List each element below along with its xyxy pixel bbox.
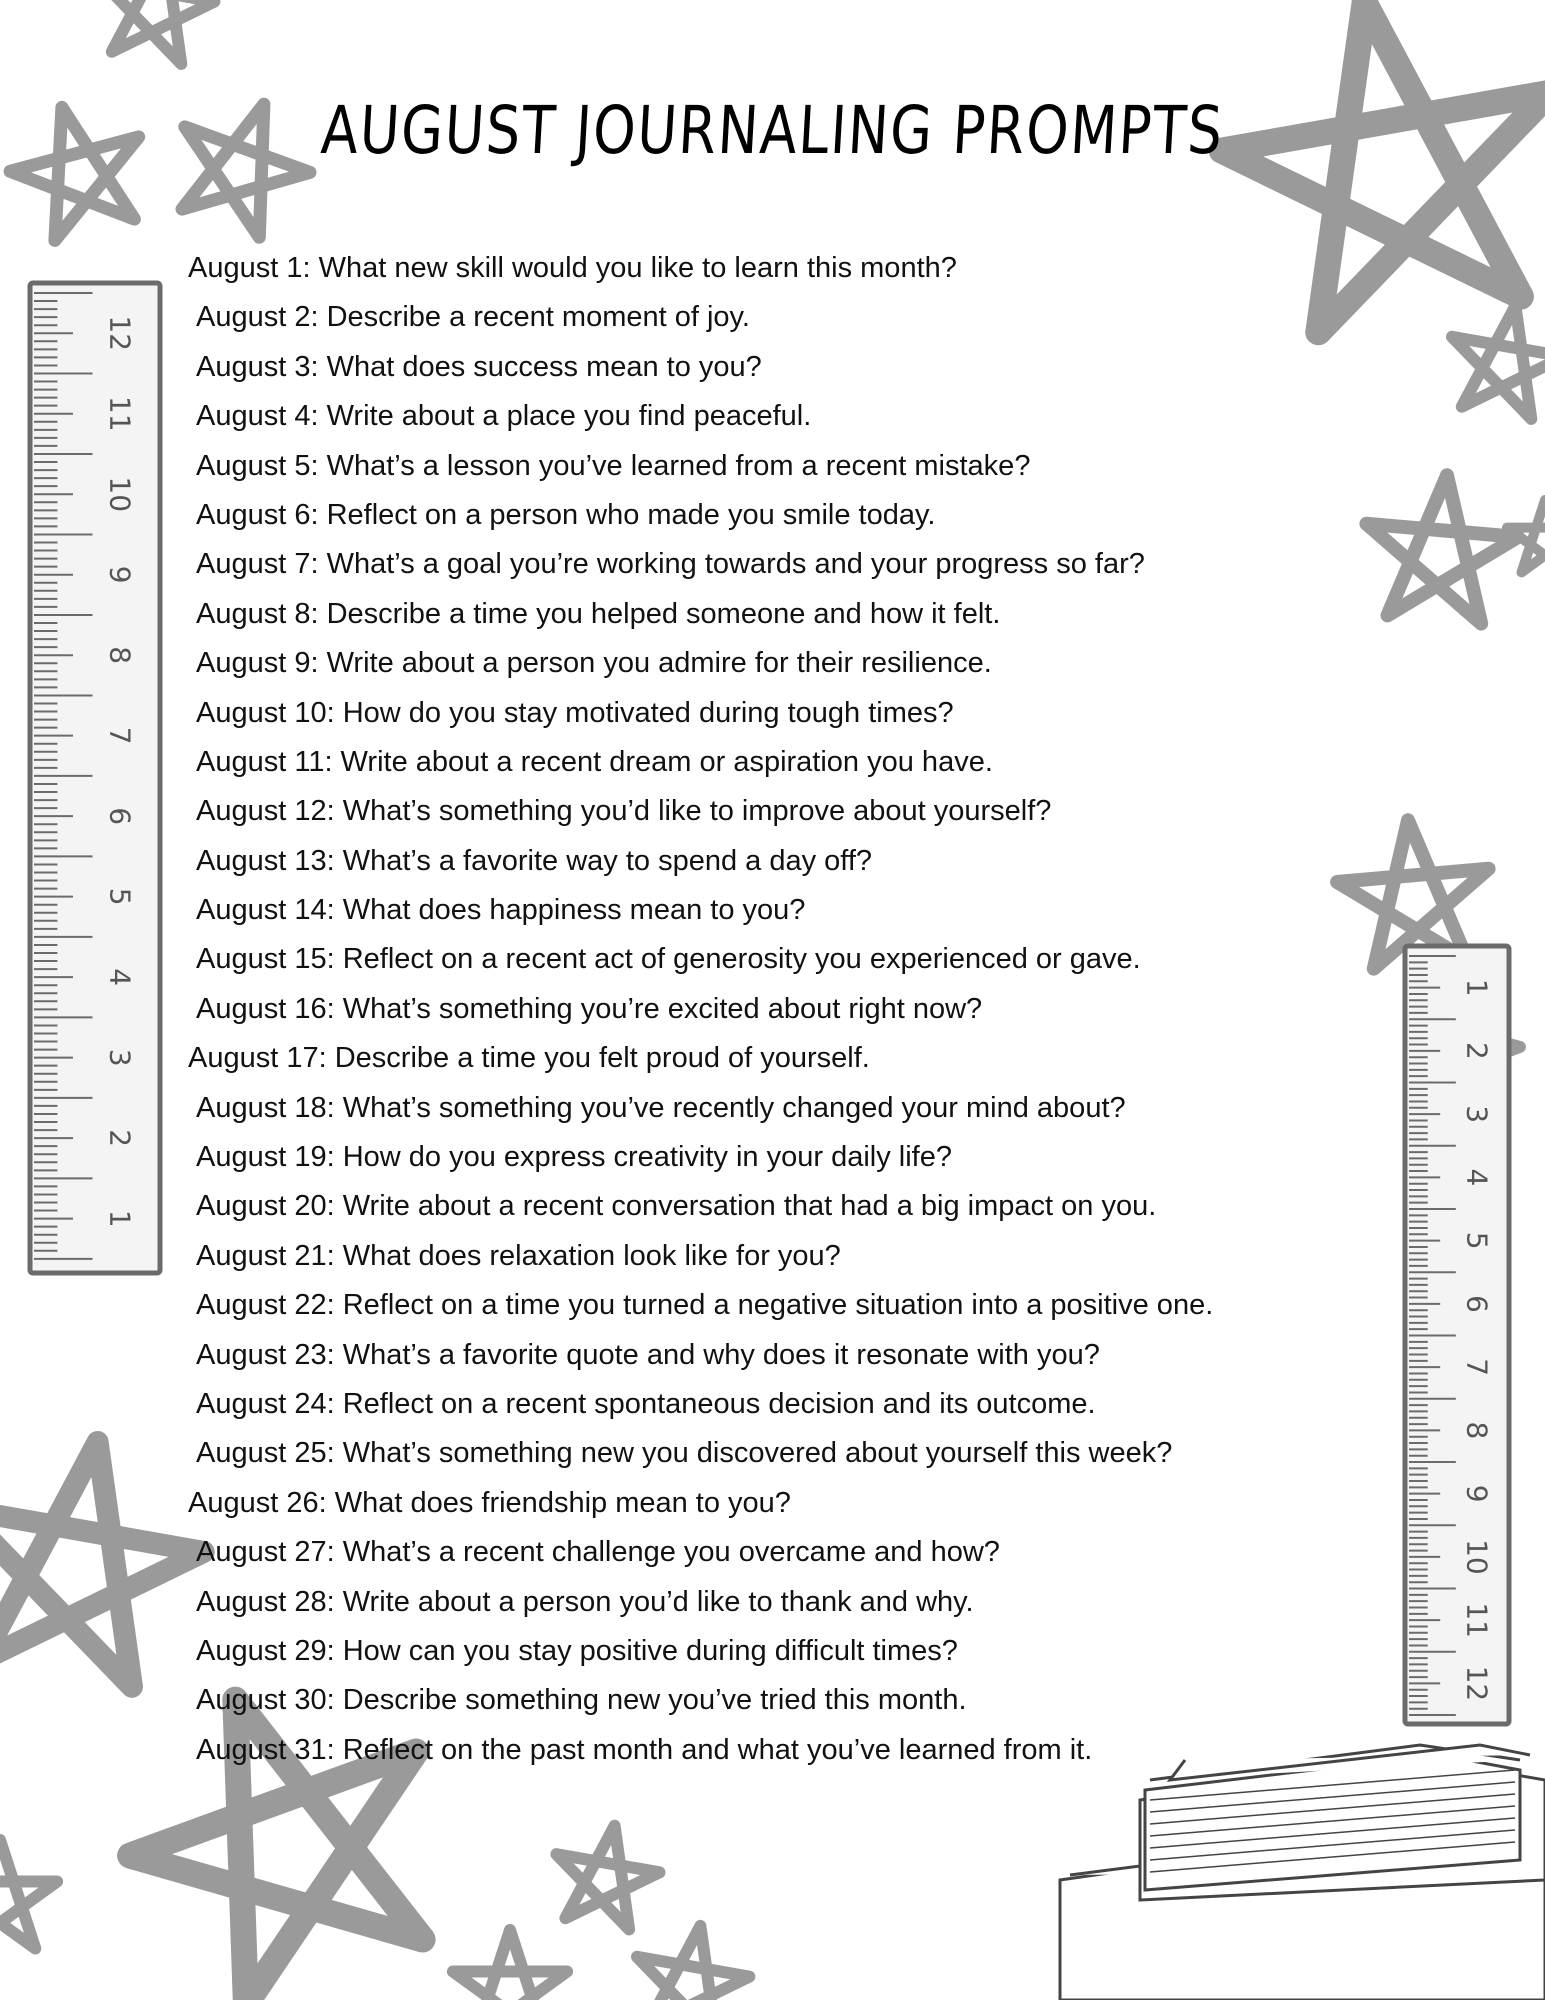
prompt-item: August 18: What’s something you’ve recently changed your mind about? [196,1091,1126,1124]
prompt-item: August 15: Reflect on a recent act of generosity you experienced or gave. [196,943,1141,976]
ruler-number: 3 [103,1048,137,1067]
ruler-number: 7 [103,726,137,745]
prompt-item: August 17: Describe a time you felt proud of yourself. [188,1042,870,1075]
star-icon [1452,306,1545,419]
ruler-number: 10 [1460,1539,1494,1575]
books-illustration [1060,1745,1545,2000]
prompt-item: August 8: Describe a time you helped someone and how it felt. [196,597,1001,630]
prompt-item: August 26: What does friendship mean to you? [188,1486,791,1519]
star-icon [1507,500,1545,572]
prompt-item: August 31: Reflect on the past month and what you’ve learned from it. [196,1733,1093,1766]
prompt-item: August 6: Reflect on a person who made you smile today. [196,498,936,531]
prompt-list [188,244,1214,1775]
ruler-number: 8 [1460,1421,1494,1440]
ruler-number: 9 [1460,1484,1494,1503]
star-icon [1366,475,1518,623]
ruler-illustration [30,283,160,1273]
ruler-number: 6 [103,807,137,826]
star-icon [0,1840,57,1949]
prompt-item: August 10: How do you stay motivated during tough times? [196,696,954,729]
prompt-item: August 13: What’s a favorite way to spend a day off? [196,844,873,877]
prompt-item: August 22: Reflect on a time you turned a negative situation into a positive one. [196,1289,1214,1322]
prompt-item: August 23: What’s a favorite quote and why does it resonate with you? [196,1338,1100,1371]
prompt-item: August 9: Write about a person you admire for their resilience. [196,647,992,680]
ruler-number: 5 [103,887,137,906]
ruler-number: 12 [103,315,137,352]
prompt-item: August 28: Write about a person you’d like to thank and why. [196,1585,974,1618]
prompt-item: August 21: What does relaxation look like for you? [196,1239,841,1272]
ruler-number: 8 [103,646,137,665]
prompt-item: August 29: How can you stay positive during difficult times? [196,1634,958,1667]
ruler-illustration [1405,946,1509,1724]
star-icon [556,1826,659,1930]
prompt-item: August 7: What’s a goal you’re working towards and your progress so far? [196,548,1145,581]
prompt-item: August 5: What’s a lesson you’ve learned from a recent mistake? [196,449,1031,482]
prompt-item: August 27: What’s a recent challenge you overcame and how? [196,1536,1000,1569]
prompt-item: August 24: Reflect on a recent spontaneous decision and its outcome. [196,1387,1096,1420]
ruler-number: 7 [1460,1358,1494,1377]
ruler-number: 2 [1460,1041,1494,1060]
prompt-item: August 3: What does success mean to you? [196,350,762,383]
ruler-number: 5 [1460,1231,1494,1250]
prompt-item: August 25: What’s something new you discovered about yourself this week? [196,1437,1173,1470]
star-icon [102,0,214,64]
ruler-number: 1 [103,1209,137,1228]
page-title: AUGUST JOURNALING PROMPTS [319,92,1226,169]
star-icon [637,1926,749,2000]
prompt-item: August 14: What does happiness mean to you? [196,894,806,927]
prompt-item: August 4: Write about a place you find peaceful. [196,400,812,433]
prompt-item: August 20: Write about a recent conversation that had a big impact on you. [196,1190,1157,1223]
ruler-number: 1 [1460,978,1494,997]
star-icon [453,1930,567,2000]
prompt-item: August 16: What’s something you’re excited about right now? [196,992,983,1025]
ruler-number: 12 [1460,1665,1494,1702]
ruler-number: 6 [1460,1294,1494,1313]
ruler-number: 10 [103,476,137,513]
prompt-item: August 11: Write about a recent dream or aspiration you have. [196,745,993,778]
star-icon [0,1442,204,1687]
prompt-item: August 19: How do you express creativity in your daily life? [196,1141,952,1174]
star-icon [10,107,139,240]
ruler-number: 4 [103,968,137,987]
prompt-item: August 30: Describe something new you’ve tried this month. [196,1684,967,1717]
ruler-number: 11 [103,395,137,432]
ruler-number: 3 [1460,1105,1494,1124]
prompt-item: August 1: What new skill would you like to learn this month? [188,252,957,284]
ruler-number: 2 [103,1129,137,1148]
ruler-number: 4 [1460,1168,1494,1187]
ruler-number: 11 [1460,1602,1494,1638]
ruler-number: 9 [103,565,137,584]
prompt-item: August 12: What’s something you’d like to improve about yourself? [196,795,1052,828]
prompt-item: August 2: Describe a recent moment of joy. [196,301,750,334]
